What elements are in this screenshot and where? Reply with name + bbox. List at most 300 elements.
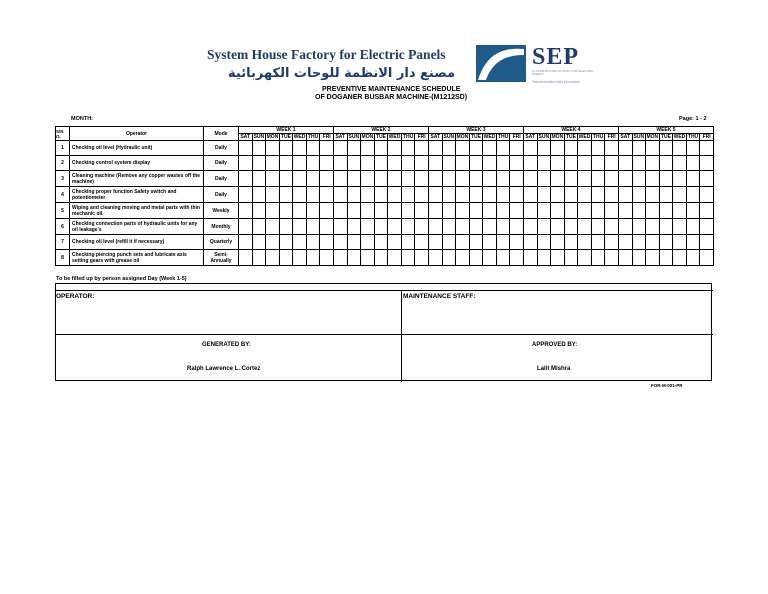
checkbox-cell[interactable] xyxy=(320,187,334,203)
checkbox-cell[interactable] xyxy=(659,156,673,171)
checkbox-cell[interactable] xyxy=(442,187,456,203)
sep-logo-mark xyxy=(476,45,526,82)
checkbox-cell[interactable] xyxy=(578,171,592,187)
checkbox-cell[interactable] xyxy=(306,187,320,203)
checkbox-cell[interactable] xyxy=(239,235,253,250)
checkbox-cell[interactable] xyxy=(523,141,537,156)
task-mode: Weekly xyxy=(204,203,239,219)
checkbox-cell[interactable] xyxy=(646,156,660,171)
checkbox-cell[interactable] xyxy=(578,156,592,171)
checkbox-cell[interactable] xyxy=(266,156,280,171)
checkbox-cell[interactable] xyxy=(483,250,497,266)
checkbox-cell[interactable] xyxy=(700,219,714,235)
checkbox-cell[interactable] xyxy=(428,203,442,219)
checkbox-cell[interactable] xyxy=(333,203,347,219)
checkbox-cell[interactable] xyxy=(537,141,551,156)
checkbox-cell[interactable] xyxy=(591,156,605,171)
checkbox-cell[interactable] xyxy=(564,187,578,203)
checkbox-cell[interactable] xyxy=(469,141,483,156)
checkbox-cell[interactable] xyxy=(293,187,307,203)
checkbox-cell[interactable] xyxy=(551,203,565,219)
row-number: 7 xyxy=(56,235,70,250)
checkbox-cell[interactable] xyxy=(428,187,442,203)
checkbox-cell[interactable] xyxy=(456,141,470,156)
checkbox-cell[interactable] xyxy=(646,141,660,156)
checkbox-cell[interactable] xyxy=(537,203,551,219)
checkbox-cell[interactable] xyxy=(686,156,700,171)
checkbox-cell[interactable] xyxy=(673,187,687,203)
checkbox-cell[interactable] xyxy=(469,171,483,187)
checkbox-cell[interactable] xyxy=(239,141,253,156)
checkbox-cell[interactable] xyxy=(646,187,660,203)
checkbox-cell[interactable] xyxy=(401,250,415,266)
checkbox-cell[interactable] xyxy=(374,235,388,250)
checkbox-cell[interactable] xyxy=(564,250,578,266)
checkbox-cell[interactable] xyxy=(469,219,483,235)
checkbox-cell[interactable] xyxy=(537,235,551,250)
checkbox-cell[interactable] xyxy=(591,141,605,156)
checkbox-cell[interactable] xyxy=(266,235,280,250)
checkbox-cell[interactable] xyxy=(591,203,605,219)
checkbox-cell[interactable] xyxy=(700,203,714,219)
day-header: MON xyxy=(361,134,374,140)
checkbox-cell[interactable] xyxy=(401,171,415,187)
checkbox-cell[interactable] xyxy=(388,235,402,250)
checkbox-cell[interactable] xyxy=(578,235,592,250)
checkbox-cell[interactable] xyxy=(333,235,347,250)
checkbox-cell[interactable] xyxy=(456,250,470,266)
checkbox-cell[interactable] xyxy=(605,219,619,235)
checkbox-cell[interactable] xyxy=(700,141,714,156)
checkbox-cell[interactable] xyxy=(456,187,470,203)
checkbox-cell[interactable] xyxy=(374,219,388,235)
checkbox-cell[interactable] xyxy=(456,156,470,171)
checkbox-cell[interactable] xyxy=(306,203,320,219)
checkbox-cell[interactable] xyxy=(469,250,483,266)
checkbox-cell[interactable] xyxy=(700,235,714,250)
checkbox-cell[interactable] xyxy=(700,156,714,171)
checkbox-cell[interactable] xyxy=(618,235,632,250)
checkbox-cell[interactable] xyxy=(523,156,537,171)
checkbox-cell[interactable] xyxy=(347,156,361,171)
checkbox-cell[interactable] xyxy=(523,187,537,203)
checkbox-cell[interactable] xyxy=(266,250,280,266)
checkbox-cell[interactable] xyxy=(469,203,483,219)
checkbox-cell[interactable] xyxy=(551,156,565,171)
checkbox-cell[interactable] xyxy=(252,219,266,235)
checkbox-cell[interactable] xyxy=(483,219,497,235)
checkbox-cell[interactable] xyxy=(659,141,673,156)
maintenance-signature-field[interactable] xyxy=(404,301,709,331)
checkbox-cell[interactable] xyxy=(252,141,266,156)
checkbox-cell[interactable] xyxy=(320,219,334,235)
checkbox-cell[interactable] xyxy=(361,156,375,171)
checkbox-cell[interactable] xyxy=(347,187,361,203)
checkbox-cell[interactable] xyxy=(306,171,320,187)
checkbox-cell[interactable] xyxy=(442,219,456,235)
checkbox-cell[interactable] xyxy=(659,235,673,250)
checkbox-cell[interactable] xyxy=(442,171,456,187)
checkbox-cell[interactable] xyxy=(388,141,402,156)
checkbox-cell[interactable] xyxy=(347,219,361,235)
checkbox-cell[interactable] xyxy=(564,141,578,156)
checkbox-cell[interactable] xyxy=(442,156,456,171)
checkbox-cell[interactable] xyxy=(279,219,293,235)
checkbox-cell[interactable] xyxy=(279,156,293,171)
checkbox-cell[interactable] xyxy=(564,219,578,235)
checkbox-cell[interactable] xyxy=(618,141,632,156)
checkbox-cell[interactable] xyxy=(564,235,578,250)
checkbox-cell[interactable] xyxy=(659,219,673,235)
checkbox-cell[interactable] xyxy=(293,203,307,219)
checkbox-cell[interactable] xyxy=(510,141,524,156)
checkbox-cell[interactable] xyxy=(510,171,524,187)
day-header: SAT xyxy=(620,134,631,140)
checkbox-cell[interactable] xyxy=(279,141,293,156)
checkbox-cell[interactable] xyxy=(564,171,578,187)
checkbox-cell[interactable] xyxy=(537,156,551,171)
checkbox-cell[interactable] xyxy=(428,235,442,250)
checkbox-cell[interactable] xyxy=(483,171,497,187)
checkbox-cell[interactable] xyxy=(578,219,592,235)
checkbox-cell[interactable] xyxy=(456,219,470,235)
checkbox-cell[interactable] xyxy=(659,187,673,203)
checkbox-cell[interactable] xyxy=(700,171,714,187)
checkbox-cell[interactable] xyxy=(605,171,619,187)
checkbox-cell[interactable] xyxy=(361,171,375,187)
divider xyxy=(55,290,713,291)
checkbox-cell[interactable] xyxy=(266,219,280,235)
checkbox-cell[interactable] xyxy=(496,203,510,219)
checkbox-cell[interactable] xyxy=(646,250,660,266)
checkbox-cell[interactable] xyxy=(686,203,700,219)
checkbox-cell[interactable] xyxy=(686,171,700,187)
checkbox-cell[interactable] xyxy=(646,235,660,250)
checkbox-cell[interactable] xyxy=(428,219,442,235)
checkbox-cell[interactable] xyxy=(578,203,592,219)
checkbox-cell[interactable] xyxy=(415,250,429,266)
task-mode: Semi-Annually xyxy=(204,250,239,266)
checkbox-cell[interactable] xyxy=(605,141,619,156)
week-header: WEEK 2 xyxy=(333,127,428,134)
day-header: TUE xyxy=(565,134,576,140)
checkbox-cell[interactable] xyxy=(361,203,375,219)
table-row xyxy=(56,171,714,187)
checkbox-cell[interactable] xyxy=(320,250,334,266)
checkbox-cell[interactable] xyxy=(252,171,266,187)
checkbox-cell[interactable] xyxy=(442,203,456,219)
checkbox-cell[interactable] xyxy=(239,203,253,219)
checkbox-cell[interactable] xyxy=(266,171,280,187)
checkbox-cell[interactable] xyxy=(239,156,253,171)
checkbox-cell[interactable] xyxy=(415,203,429,219)
generated-by-label: GENERATED BY: xyxy=(202,342,251,348)
checkbox-cell[interactable] xyxy=(252,156,266,171)
checkbox-cell[interactable] xyxy=(333,250,347,266)
checkbox-cell[interactable] xyxy=(537,250,551,266)
checkbox-cell[interactable] xyxy=(442,250,456,266)
checkbox-cell[interactable] xyxy=(632,141,646,156)
checkbox-cell[interactable] xyxy=(632,203,646,219)
checkbox-cell[interactable] xyxy=(700,250,714,266)
checkbox-cell[interactable] xyxy=(279,203,293,219)
checkbox-cell[interactable] xyxy=(591,250,605,266)
checkbox-cell[interactable] xyxy=(632,235,646,250)
checkbox-cell[interactable] xyxy=(388,187,402,203)
checkbox-cell[interactable] xyxy=(551,235,565,250)
checkbox-cell[interactable] xyxy=(306,141,320,156)
checkbox-cell[interactable] xyxy=(469,235,483,250)
checkbox-cell[interactable] xyxy=(252,250,266,266)
checkbox-cell[interactable] xyxy=(510,187,524,203)
checkbox-cell[interactable] xyxy=(537,187,551,203)
checkbox-cell[interactable] xyxy=(686,250,700,266)
checkbox-cell[interactable] xyxy=(551,171,565,187)
checkbox-cell[interactable] xyxy=(551,250,565,266)
checkbox-cell[interactable] xyxy=(266,141,280,156)
checkbox-cell[interactable] xyxy=(374,203,388,219)
checkbox-cell[interactable] xyxy=(401,203,415,219)
checkbox-cell[interactable] xyxy=(578,250,592,266)
checkbox-cell[interactable] xyxy=(564,156,578,171)
checkbox-cell[interactable] xyxy=(618,203,632,219)
checkbox-cell[interactable] xyxy=(523,171,537,187)
checkbox-cell[interactable] xyxy=(279,187,293,203)
checkbox-cell[interactable] xyxy=(618,250,632,266)
checkbox-cell[interactable] xyxy=(537,171,551,187)
checkbox-cell[interactable] xyxy=(564,203,578,219)
checkbox-cell[interactable] xyxy=(632,250,646,266)
checkbox-cell[interactable] xyxy=(483,156,497,171)
checkbox-cell[interactable] xyxy=(361,235,375,250)
checkbox-cell[interactable] xyxy=(239,171,253,187)
checkbox-cell[interactable] xyxy=(293,219,307,235)
checkbox-cell[interactable] xyxy=(578,187,592,203)
checkbox-cell[interactable] xyxy=(252,203,266,219)
checkbox-cell[interactable] xyxy=(591,235,605,250)
checkbox-cell[interactable] xyxy=(673,141,687,156)
checkbox-cell[interactable] xyxy=(306,235,320,250)
checkbox-cell[interactable] xyxy=(401,141,415,156)
checkbox-cell[interactable] xyxy=(333,219,347,235)
checkbox-cell[interactable] xyxy=(415,156,429,171)
checkbox-cell[interactable] xyxy=(632,171,646,187)
checkbox-cell[interactable] xyxy=(646,203,660,219)
checkbox-cell[interactable] xyxy=(415,141,429,156)
checkbox-cell[interactable] xyxy=(361,219,375,235)
checkbox-cell[interactable] xyxy=(401,235,415,250)
checkbox-cell[interactable] xyxy=(686,187,700,203)
checkbox-cell[interactable] xyxy=(320,156,334,171)
checkbox-cell[interactable] xyxy=(401,156,415,171)
checkbox-cell[interactable] xyxy=(239,250,253,266)
checkbox-cell[interactable] xyxy=(605,203,619,219)
day-header: WED xyxy=(388,134,401,140)
checkbox-cell[interactable] xyxy=(551,141,565,156)
checkbox-cell[interactable] xyxy=(673,219,687,235)
checkbox-cell[interactable] xyxy=(578,141,592,156)
checkbox-cell[interactable] xyxy=(510,250,524,266)
checkbox-cell[interactable] xyxy=(293,141,307,156)
checkbox-cell[interactable] xyxy=(442,235,456,250)
checkbox-cell[interactable] xyxy=(428,156,442,171)
checkbox-cell[interactable] xyxy=(618,156,632,171)
checkbox-cell[interactable] xyxy=(618,187,632,203)
checkbox-cell[interactable] xyxy=(388,219,402,235)
checkbox-cell[interactable] xyxy=(266,203,280,219)
checkbox-cell[interactable] xyxy=(496,250,510,266)
checkbox-cell[interactable] xyxy=(523,250,537,266)
checkbox-cell[interactable] xyxy=(591,171,605,187)
checkbox-cell[interactable] xyxy=(632,187,646,203)
checkbox-cell[interactable] xyxy=(320,203,334,219)
checkbox-cell[interactable] xyxy=(523,203,537,219)
checkbox-cell[interactable] xyxy=(700,187,714,203)
checkbox-cell[interactable] xyxy=(510,203,524,219)
checkbox-cell[interactable] xyxy=(483,141,497,156)
checkbox-cell[interactable] xyxy=(632,156,646,171)
checkbox-cell[interactable] xyxy=(388,171,402,187)
checkbox-cell[interactable] xyxy=(415,235,429,250)
checkbox-cell[interactable] xyxy=(374,141,388,156)
checkbox-cell[interactable] xyxy=(537,219,551,235)
task-description: Checking connection parts of hydraulic units for any oil leakage's xyxy=(70,219,204,235)
checkbox-cell[interactable] xyxy=(428,250,442,266)
checkbox-cell[interactable] xyxy=(591,187,605,203)
checkbox-cell[interactable] xyxy=(293,250,307,266)
checkbox-cell[interactable] xyxy=(320,141,334,156)
checkbox-cell[interactable] xyxy=(293,156,307,171)
checkbox-cell[interactable] xyxy=(469,156,483,171)
day-header: TUE xyxy=(375,134,386,140)
checkbox-cell[interactable] xyxy=(306,156,320,171)
checkbox-cell[interactable] xyxy=(456,171,470,187)
checkbox-cell[interactable] xyxy=(333,171,347,187)
signature-box xyxy=(55,283,712,381)
checkbox-cell[interactable] xyxy=(415,171,429,187)
checkbox-cell[interactable] xyxy=(483,203,497,219)
checkbox-cell[interactable] xyxy=(686,235,700,250)
checkbox-cell[interactable] xyxy=(361,187,375,203)
checkbox-cell[interactable] xyxy=(333,187,347,203)
checkbox-cell[interactable] xyxy=(496,187,510,203)
checkbox-cell[interactable] xyxy=(605,250,619,266)
checkbox-cell[interactable] xyxy=(333,141,347,156)
checkbox-cell[interactable] xyxy=(428,171,442,187)
checkbox-cell[interactable] xyxy=(374,250,388,266)
checkbox-cell[interactable] xyxy=(618,219,632,235)
checkbox-cell[interactable] xyxy=(279,250,293,266)
checkbox-cell[interactable] xyxy=(605,156,619,171)
task-mode: Daily xyxy=(204,156,239,171)
checkbox-cell[interactable] xyxy=(673,203,687,219)
checkbox-cell[interactable] xyxy=(646,219,660,235)
checkbox-cell[interactable] xyxy=(252,187,266,203)
checkbox-cell[interactable] xyxy=(456,235,470,250)
checkbox-cell[interactable] xyxy=(618,171,632,187)
checkbox-cell[interactable] xyxy=(510,156,524,171)
checkbox-cell[interactable] xyxy=(632,219,646,235)
checkbox-cell[interactable] xyxy=(591,219,605,235)
checkbox-cell[interactable] xyxy=(673,156,687,171)
checkbox-cell[interactable] xyxy=(496,235,510,250)
checkbox-cell[interactable] xyxy=(347,203,361,219)
checkbox-cell[interactable] xyxy=(361,250,375,266)
day-header: SAT xyxy=(240,134,251,140)
checkbox-cell[interactable] xyxy=(605,235,619,250)
checkbox-cell[interactable] xyxy=(510,235,524,250)
checkbox-cell[interactable] xyxy=(483,187,497,203)
checkbox-cell[interactable] xyxy=(347,235,361,250)
checkbox-cell[interactable] xyxy=(388,156,402,171)
checkbox-cell[interactable] xyxy=(605,187,619,203)
checkbox-cell[interactable] xyxy=(442,141,456,156)
checkbox-cell[interactable] xyxy=(279,171,293,187)
operator-signature-field[interactable] xyxy=(57,301,397,331)
checkbox-cell[interactable] xyxy=(483,235,497,250)
checkbox-cell[interactable] xyxy=(673,171,687,187)
checkbox-cell[interactable] xyxy=(496,156,510,171)
checkbox-cell[interactable] xyxy=(279,235,293,250)
checkbox-cell[interactable] xyxy=(659,171,673,187)
checkbox-cell[interactable] xyxy=(388,250,402,266)
checkbox-cell[interactable] xyxy=(320,235,334,250)
checkbox-cell[interactable] xyxy=(361,141,375,156)
checkbox-cell[interactable] xyxy=(686,141,700,156)
checkbox-cell[interactable] xyxy=(239,187,253,203)
checkbox-cell[interactable] xyxy=(673,250,687,266)
task-mode: Daily xyxy=(204,141,239,156)
checkbox-cell[interactable] xyxy=(456,203,470,219)
checkbox-cell[interactable] xyxy=(347,250,361,266)
checkbox-cell[interactable] xyxy=(659,250,673,266)
checkbox-cell[interactable] xyxy=(686,219,700,235)
checkbox-cell[interactable] xyxy=(252,235,266,250)
checkbox-cell[interactable] xyxy=(401,219,415,235)
checkbox-cell[interactable] xyxy=(510,219,524,235)
checkbox-cell[interactable] xyxy=(646,171,660,187)
checkbox-cell[interactable] xyxy=(266,187,280,203)
checkbox-cell[interactable] xyxy=(496,171,510,187)
checkbox-cell[interactable] xyxy=(551,187,565,203)
checkbox-cell[interactable] xyxy=(496,219,510,235)
checkbox-cell[interactable] xyxy=(523,219,537,235)
checkbox-cell[interactable] xyxy=(374,187,388,203)
checkbox-cell[interactable] xyxy=(333,156,347,171)
checkbox-cell[interactable] xyxy=(659,203,673,219)
checkbox-cell[interactable] xyxy=(374,156,388,171)
checkbox-cell[interactable] xyxy=(306,219,320,235)
checkbox-cell[interactable] xyxy=(496,141,510,156)
checkbox-cell[interactable] xyxy=(428,141,442,156)
checkbox-cell[interactable] xyxy=(239,219,253,235)
checkbox-cell[interactable] xyxy=(673,235,687,250)
checkbox-cell[interactable] xyxy=(347,141,361,156)
checkbox-cell[interactable] xyxy=(388,203,402,219)
checkbox-cell[interactable] xyxy=(306,250,320,266)
checkbox-cell[interactable] xyxy=(551,219,565,235)
checkbox-cell[interactable] xyxy=(401,187,415,203)
checkbox-cell[interactable] xyxy=(523,235,537,250)
checkbox-cell[interactable] xyxy=(347,171,361,187)
checkbox-cell[interactable] xyxy=(293,235,307,250)
checkbox-cell[interactable] xyxy=(293,171,307,187)
checkbox-cell[interactable] xyxy=(320,171,334,187)
checkbox-cell[interactable] xyxy=(415,219,429,235)
checkbox-cell[interactable] xyxy=(469,187,483,203)
checkbox-cell[interactable] xyxy=(415,187,429,203)
checkbox-cell[interactable] xyxy=(374,171,388,187)
